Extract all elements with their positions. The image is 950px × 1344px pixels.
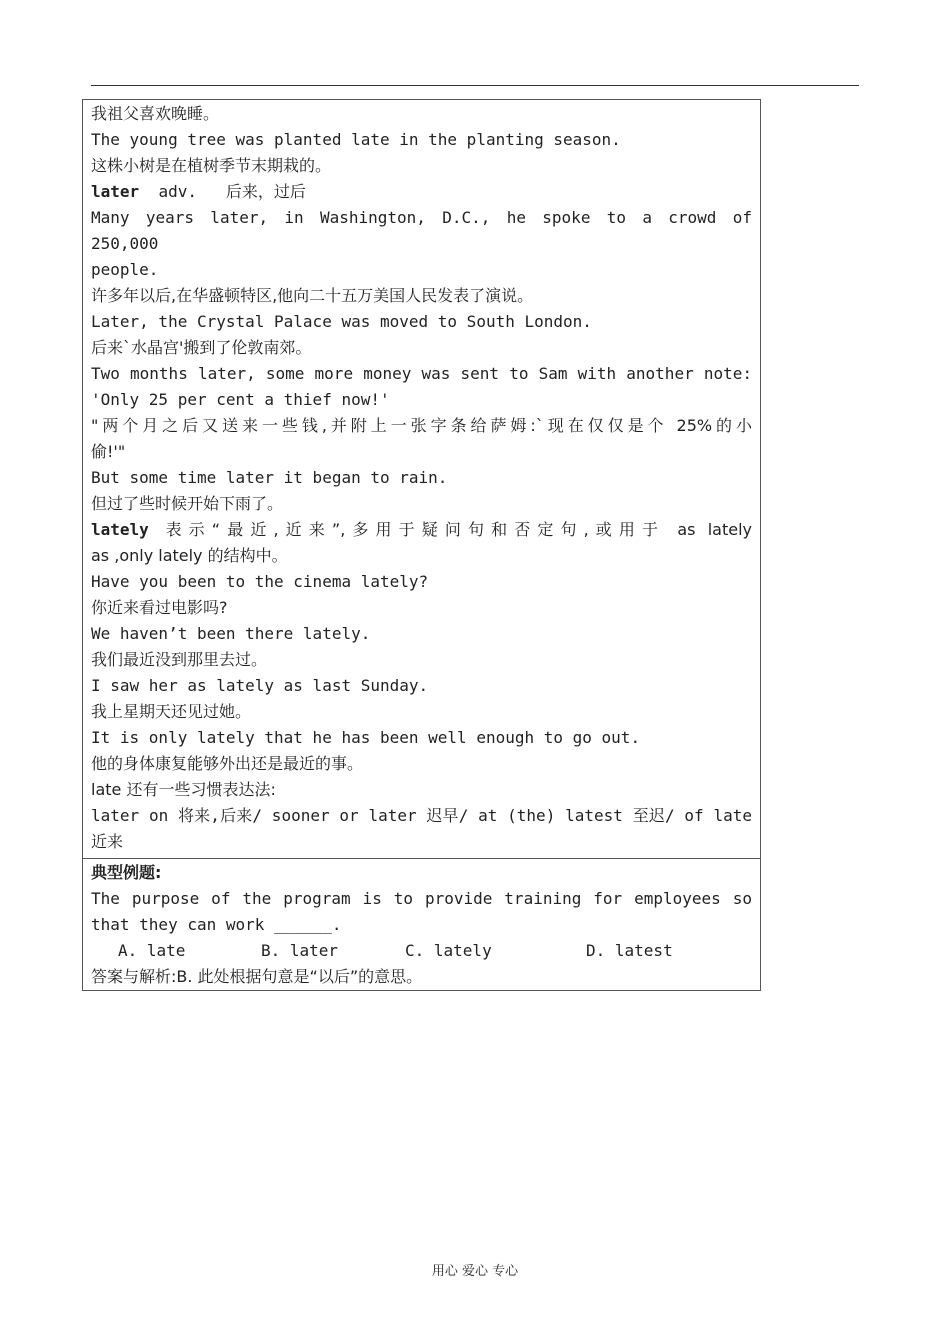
text-line: Two months later, some more money was sent to Sam with another note: — [91, 364, 752, 383]
text-line: late 还有一些习惯表达法: — [91, 780, 276, 799]
text-line: 我祖父喜欢晚睡。 — [91, 104, 220, 123]
option-b: B. later — [261, 941, 339, 960]
option-d: D. latest — [586, 941, 673, 960]
text-line: Later, the Crystal Palace was moved to South London. — [91, 312, 592, 331]
text-line: 我上星期天还见过她。 — [91, 702, 252, 721]
text-line: people. — [91, 260, 159, 279]
text-line: It is only lately that he has been well enough to go out. — [91, 728, 641, 747]
text-line: 但过了些时候开始下雨了。 — [91, 494, 284, 513]
text-line: Many years later, in Washington, D.C., he spoke to a crowd of 250,000 — [91, 208, 762, 253]
text-line: 你近来看过电影吗? — [91, 598, 228, 617]
text-line: 后来`水晶宫'搬到了伦敦南郊。 — [91, 338, 312, 357]
option-a: A. late — [118, 941, 186, 960]
part-of-speech: adv. — [158, 182, 197, 201]
term-later: later — [91, 182, 140, 201]
answer-options — [91, 938, 752, 964]
idioms-line: 近来 — [91, 832, 124, 851]
text-line: 偷!'" — [91, 442, 126, 461]
option-c: C. lately — [405, 941, 492, 960]
idioms-line: later on 将来,后来/ sooner or later 迟早/ at (the) latest 至迟/ of late — [91, 806, 752, 825]
text-line: 这株小树是在植树季节末期栽的。 — [91, 156, 332, 175]
answer-analysis: 答案与解析:B. 此处根据句意是“以后”的意思。 — [91, 967, 423, 986]
example-cell — [83, 858, 760, 990]
text-line: I saw her as lately as last Sunday. — [91, 676, 429, 695]
question-line: The purpose of the program is to provide training for employees so — [91, 889, 752, 908]
text-line: "两个月之后又送来一些钱,并附上一张字条给萨姆:`现在仅仅是个 25%的小 — [91, 416, 752, 435]
lately-definition — [91, 517, 752, 543]
text-line: Have you been to the cinema lately? — [91, 572, 429, 591]
question-line: that they can work ______. — [91, 915, 342, 934]
text-line: But some time later it began to rain. — [91, 468, 448, 487]
term-description: 表示“最近,近来”,多用于疑问句和否定句,或用于 as lately — [165, 520, 752, 539]
term-lately: lately — [91, 520, 149, 539]
example-heading: 典型例题: — [91, 863, 162, 882]
text-line: 他的身体康复能够外出还是最近的事。 — [91, 754, 364, 773]
text-line: as ,only lately 的结构中。 — [91, 546, 288, 565]
text-line: 我们最近没到那里去过。 — [91, 650, 268, 669]
text-line: The young tree was planted late in the planting season. — [91, 130, 621, 149]
page-footer: 用心 爱心 专心 — [431, 1264, 519, 1279]
term-meaning: 后来，过后 — [225, 182, 306, 201]
later-definition — [91, 179, 752, 205]
header-rule — [91, 85, 859, 86]
text-line: 许多年以后,在华盛顿特区,他向二十五万美国人民发表了演说。 — [91, 286, 534, 305]
text-line: 'Only 25 per cent a thief now!' — [91, 390, 390, 409]
text-line: We haven’t been there lately. — [91, 624, 371, 643]
explanation-cell — [83, 100, 760, 858]
document-table — [82, 99, 761, 991]
